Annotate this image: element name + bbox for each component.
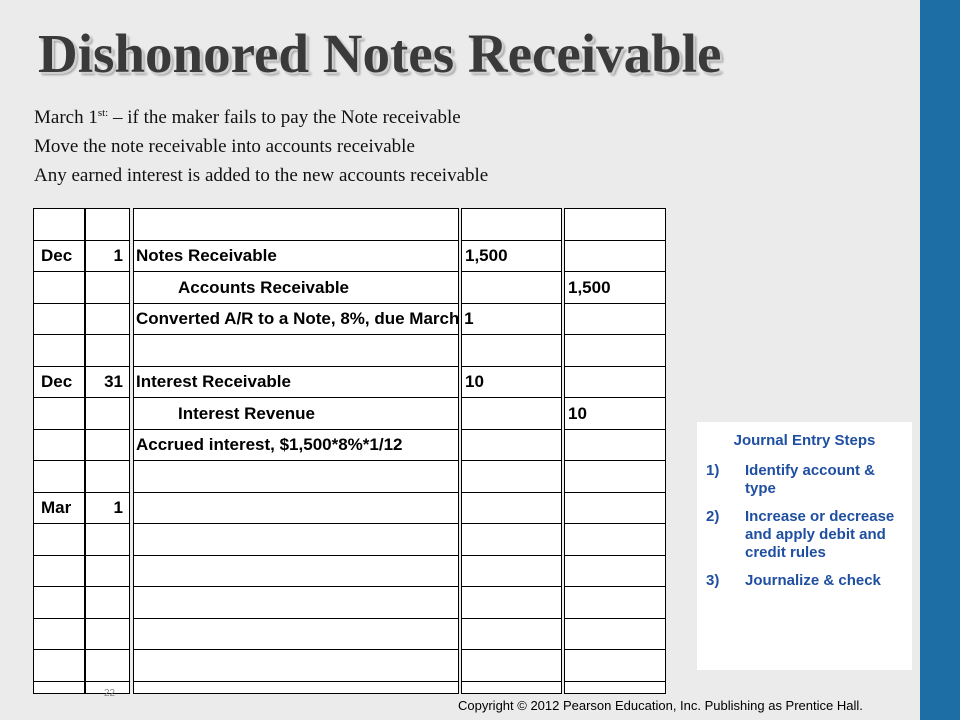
row-divider (33, 240, 85, 241)
step-number: 1) (706, 462, 720, 479)
intro-line-1-sup: st: (97, 107, 109, 119)
row-divider (85, 240, 130, 241)
row-divider (85, 618, 130, 619)
row-divider (461, 523, 562, 524)
journal-column-month (33, 208, 85, 694)
row-divider (564, 334, 666, 335)
step-text: Identify account & type (745, 462, 876, 497)
row-divider (133, 460, 459, 461)
intro-line-3: Any earned interest is added to the new accounts receivable (34, 165, 489, 186)
journal-steps-box (697, 422, 912, 670)
row-divider (133, 429, 459, 430)
page-number: 22 (104, 688, 116, 699)
intro-text (34, 103, 674, 190)
row-divider (133, 618, 459, 619)
step-item (697, 508, 912, 562)
step-item (697, 572, 912, 590)
journal-cell-description: Notes Receivable (136, 246, 277, 265)
row-divider (133, 523, 459, 524)
intro-line-1-prefix: March 1 (34, 107, 98, 128)
row-divider (564, 240, 666, 241)
row-divider (133, 586, 459, 587)
row-divider (33, 303, 85, 304)
row-divider (33, 586, 85, 587)
row-divider (133, 555, 459, 556)
row-divider (461, 240, 562, 241)
row-divider (133, 240, 459, 241)
row-divider (85, 334, 130, 335)
row-divider (85, 555, 130, 556)
row-divider (564, 681, 666, 682)
row-divider (133, 649, 459, 650)
journal-cell-credit: 10 (568, 404, 587, 423)
journal-cell-day: 1 (113, 246, 123, 265)
row-divider (85, 492, 130, 493)
step-text: Journalize & check (745, 572, 881, 589)
row-divider (461, 303, 562, 304)
row-divider (461, 555, 562, 556)
row-divider (33, 334, 85, 335)
step-item (697, 462, 912, 498)
row-divider (461, 681, 562, 682)
row-divider (564, 303, 666, 304)
journal-cell-credit: 1,500 (568, 278, 611, 297)
row-divider (85, 271, 130, 272)
row-divider (461, 460, 562, 461)
journal-cell-debit: 10 (465, 372, 484, 391)
intro-line-1-rest: – if the maker fails to pay the Note receivable (108, 107, 461, 128)
row-divider (133, 303, 459, 304)
row-divider (33, 649, 85, 650)
row-divider (461, 429, 562, 430)
step-text: Increase or decrease and apply debit and credit rules (745, 508, 895, 561)
row-divider (133, 334, 459, 335)
intro-line-1 (34, 103, 674, 132)
row-divider (85, 303, 130, 304)
row-divider (461, 271, 562, 272)
row-divider (564, 618, 666, 619)
journal-cell-description: Interest Revenue (178, 404, 315, 423)
step-number: 2) (706, 508, 720, 525)
row-divider (33, 271, 85, 272)
row-divider (461, 397, 562, 398)
row-divider (133, 271, 459, 272)
journal-cell-month: Dec (41, 372, 73, 391)
row-divider (564, 523, 666, 524)
row-divider (461, 492, 562, 493)
row-divider (33, 397, 85, 398)
row-divider (133, 492, 459, 493)
journal-cell-debit: 1,500 (465, 246, 508, 265)
row-divider (564, 460, 666, 461)
journal-cell-description: Converted A/R to a Note, 8%, due March 1 (136, 309, 474, 328)
row-divider (85, 429, 130, 430)
row-divider (564, 366, 666, 367)
row-divider (133, 366, 459, 367)
row-divider (133, 397, 459, 398)
row-divider (461, 618, 562, 619)
steps-title: Journal Entry Steps (733, 432, 876, 449)
slide-title: Dishonored Notes Receivable (38, 23, 722, 84)
journal-cell-description: Interest Receivable (136, 372, 291, 391)
row-divider (33, 460, 85, 461)
row-divider (564, 271, 666, 272)
row-divider (461, 366, 562, 367)
row-divider (85, 649, 130, 650)
row-divider (33, 555, 85, 556)
row-divider (33, 523, 85, 524)
row-divider (564, 586, 666, 587)
row-divider (85, 523, 130, 524)
row-divider (85, 586, 130, 587)
row-divider (33, 681, 85, 682)
row-divider (33, 366, 85, 367)
row-divider (33, 618, 85, 619)
row-divider (461, 586, 562, 587)
journal-cell-day: 31 (104, 372, 123, 391)
journal-cell-description: Accrued interest, $1,500*8%*1/12 (136, 435, 403, 454)
row-divider (85, 460, 130, 461)
copyright-notice: Copyright © 2012 Pearson Education, Inc. Publishing as Prentice Hall. (458, 698, 863, 713)
row-divider (85, 366, 130, 367)
accent-side-bar (920, 0, 960, 720)
row-divider (85, 681, 130, 682)
journal-column-day (85, 208, 130, 694)
row-divider (33, 429, 85, 430)
step-number: 3) (706, 572, 720, 589)
row-divider (564, 397, 666, 398)
journal-cell-month: Dec (41, 246, 73, 265)
row-divider (461, 649, 562, 650)
row-divider (33, 492, 85, 493)
row-divider (564, 649, 666, 650)
row-divider (564, 429, 666, 430)
intro-line-2: Move the note receivable into accounts receivable (34, 136, 415, 157)
row-divider (85, 397, 130, 398)
row-divider (133, 681, 459, 682)
journal-cell-description: Accounts Receivable (178, 278, 350, 297)
row-divider (461, 334, 562, 335)
row-divider (564, 555, 666, 556)
row-divider (564, 492, 666, 493)
journal-column-debit (461, 208, 562, 694)
journal-cell-month: Mar (41, 498, 72, 517)
journal-cell-day: 1 (113, 498, 123, 517)
